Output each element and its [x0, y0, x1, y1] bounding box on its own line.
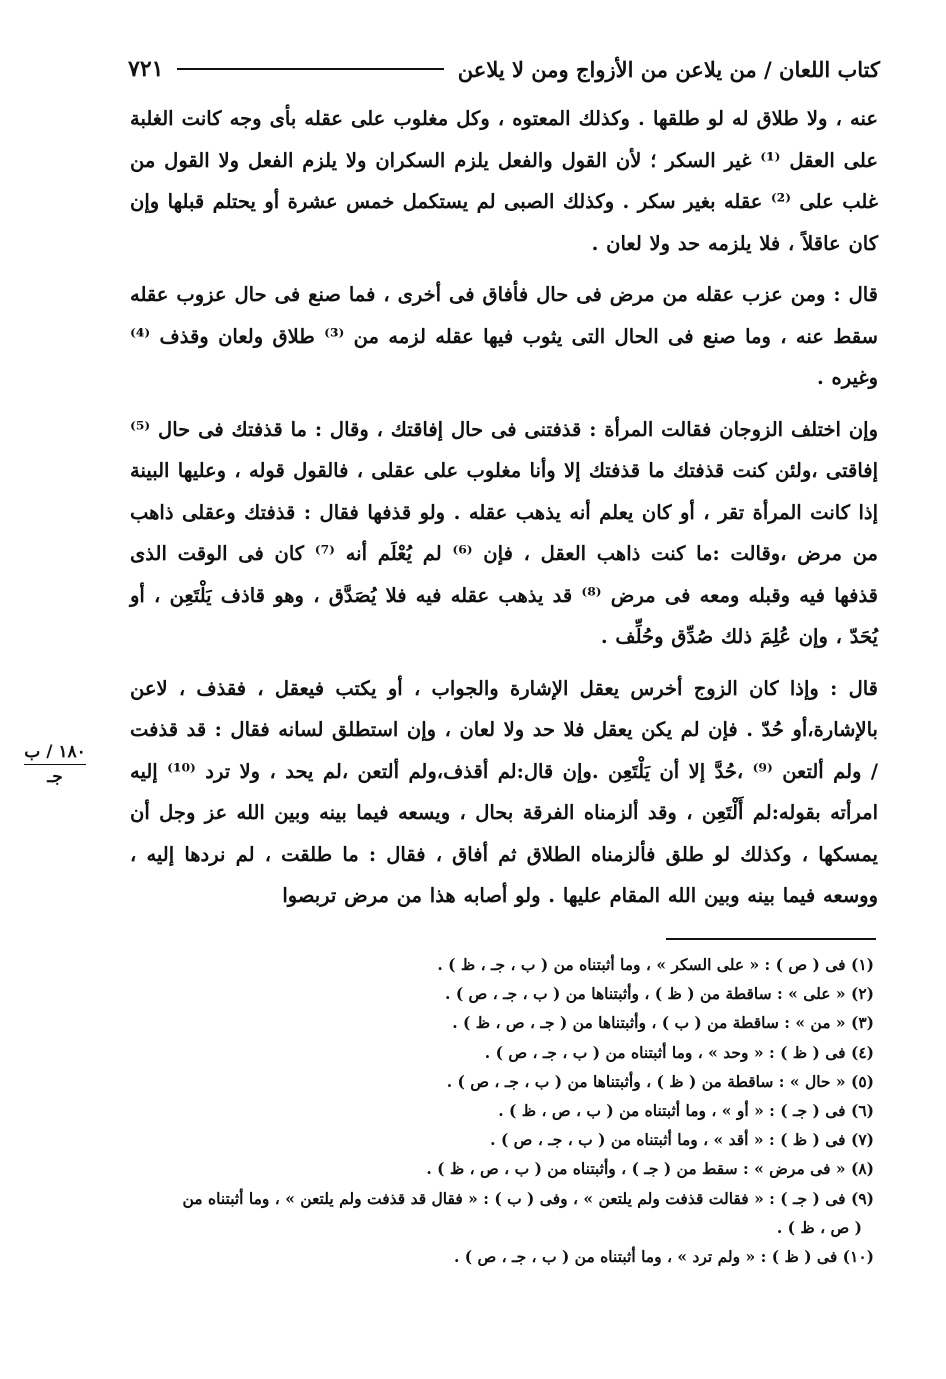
footnote: (٦) فى ( جـ ) : « أو » ، وما أثبتناه من ( ب ، ص ، ظ ) .: [498, 1101, 874, 1121]
paragraph-text: عنه ، ولا طلاق له لو طلقها . وكذلك المعتوه ، وكل مغلوب على عقله بأى وجه كانت الغلبة على العقل ⁽¹⁾ غير السكر ؛ لأن القول والفعل يلزم السكران ولا يلزم الفعل ولا القول من غلب على ⁽²⁾ عقله بغير سكر . وكذلك الصبى لم يستكمل خمس عشرة أو يحتلم قبلها وإن كان عاقلاً ، فلا يلزمه حد ولا لعان .: [130, 107, 878, 255]
page-number: ٧٢١: [128, 56, 164, 82]
manuscript-folio-note: [24, 742, 86, 787]
footnote-separator: [666, 938, 876, 940]
paragraph-3: [130, 409, 878, 658]
footnote: (٩) فى ( جـ ) : « فقالت قذفت ولم يلتعن » ، وفى ( ب ) : « فقال قد قذفت ولم يلتعن » ، وما أثبتناه من: [182, 1188, 874, 1208]
footnote: (٢) « على » : ساقطة من ( ظ ) ، وأثبتناها من ( ب ، جـ ، ص ) .: [445, 984, 874, 1004]
footnote: (٥) « حال » : ساقطة من ( ظ ) ، وأثبتناها من ( ب ، جـ ، ص ) .: [446, 1071, 874, 1091]
footnote: (٧) فى ( ظ ) : « أقد » ، وما أثبتناه من ( ب ، جـ ، ص ) .: [490, 1130, 874, 1150]
footnotes-list: [128, 950, 876, 1271]
main-text: [130, 98, 878, 927]
header-rule: [177, 68, 443, 70]
footnote: (٨) « فى مرض » : سقط من ( جـ ) ، وأثبتناه من ( ب ، ص ، ظ ) .: [426, 1159, 874, 1179]
paragraph-4: [130, 668, 878, 917]
footnote: (٤) فى ( ظ ) : « وحد » ، وما أثبتناه من ( ب ، جـ ، ص ) .: [484, 1042, 874, 1062]
paragraph-2: [130, 274, 878, 399]
footnote-continuation: ( ص ، ظ ) .: [776, 1217, 862, 1237]
paragraph-text: : ومن عزب عقله من مرض فى حال فأفاق فى أخرى ، فما صنع فى حال عزوب عقله سقط عنه ، وما صنع فى الحال التى يثوب فيها عقله لزمه من ⁽³⁾ طلاق ولعان وقذف ⁽⁴⁾ وغيره .: [130, 283, 878, 389]
running-header: [128, 52, 880, 86]
paragraph-text: وإن اختلف الزوجان فقالت المرأة : قذفتنى فى حال إفاقتك ، وقال : ما قذفتك فى حال ⁽⁵⁾ إفاقتى ،ولئن كنت قذفتك ما قذفتك إلا وأنا مغلوب على عقلى ، فالقول قوله ، وعليها البينة إذا كانت المرأة تقر ، أو كان يعلم أنه يذهب عقله . ولو قذفها فقال : قذفتك وعقلى ذاهب من مرض ،وقالت :ما كنت ذاهب العقل ، فإن ⁽⁶⁾ لم يُعْلَم أنه ⁽⁷⁾ كان فى الوقت الذى قذفها فيه وقبله ومعه فى مرض ⁽⁸⁾ قد يذهب عقله فيه فلا يُصَدَّق ، وهو قاذف يَلْتَعِن ، أو يُحَدّ ، وإن عُلِمَ ذلك صُدِّق وحُلِّف .: [130, 417, 879, 648]
footnote: (٣) « من » : ساقطة من ( ب ) ، وأثبتناها من ( جـ ، ص ، ظ ) .: [452, 1013, 874, 1033]
footnote: (١) فى ( ص ) : « على السكر » ، وما أثبتناه من ( ب ، جـ ، ظ ) .: [437, 955, 874, 974]
paragraph-lead: قال: [848, 676, 878, 700]
paragraph-lead: قال: [848, 283, 878, 306]
folio-reference: ١٨٠ / ب: [24, 742, 86, 765]
paragraph-text: : وإذا كان الزوج أخرس يعقل الإشارة والجواب ، أو يكتب فيعقل ، فقذف ، لاعن بالإشارة،أو حُدّ . فإن لم يكن يعقل فلا حد ولا لعان ، وإن استطلق لسانه فقال : قد قذفت / ولم ألتعن ⁽⁹⁾ ،حُدَّ إلا أن يَلْتَعِن .وإن قال:لم أقذف،ولم ألتعن ،لم يحد ، ولا ترد ⁽¹⁰⁾ إليه امرأته بقوله:لم أَلْتَعِن ، وقد ألزمناه الفرقة بحال ، ويسعه فيما بينه وبين الله عز وجل أن يمسكها ، وكذلك لو طلق فألزمناه الطلاق ثم أفاق ، فقال : ما طلقت ، لم نردها إليه ، ووسعه فيما بينه وبين الله المقام عليها . ولو أصابه هذا من مرض تربصوا: [130, 676, 878, 907]
chapter-title: كتاب اللعان / من يلاعن من الأزواج ومن لا يلاعن: [457, 56, 880, 82]
manuscript-siglum: جـ: [47, 767, 63, 787]
footnote: (١٠) فى ( ظ ) : « ولم ترد » ، وما أثبتناه من ( ب ، جـ ، ص ) .: [453, 1247, 874, 1267]
paragraph-1: [130, 98, 878, 264]
